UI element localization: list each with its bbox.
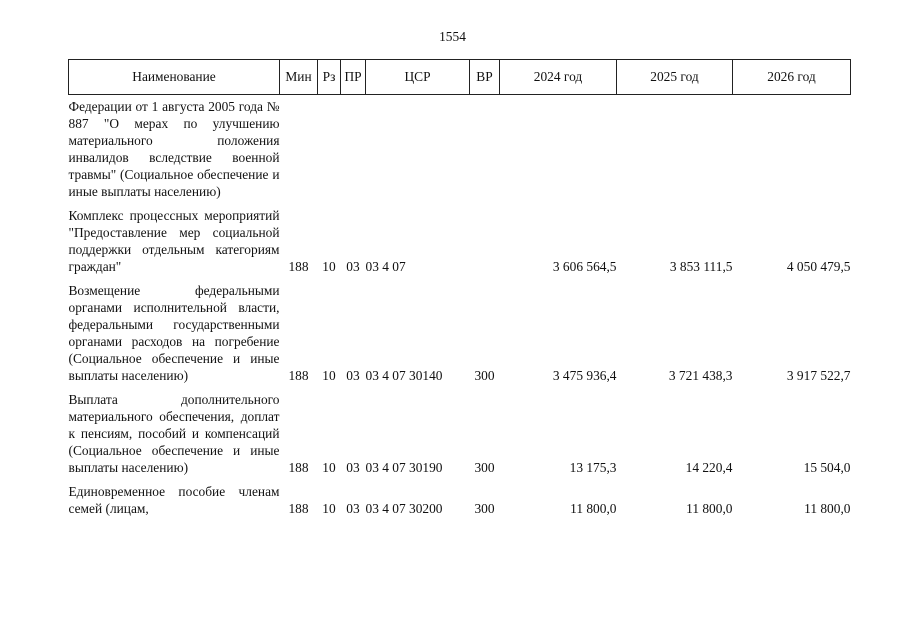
row-rz: 10 bbox=[322, 259, 336, 274]
row-pr: 03 bbox=[346, 501, 360, 516]
row-csr: 03 4 07 bbox=[365, 259, 406, 274]
table-row bbox=[69, 95, 851, 203]
row-min bbox=[280, 95, 318, 203]
table-row bbox=[69, 386, 851, 478]
row-pr: 03 bbox=[346, 368, 360, 383]
row-pr: 03 bbox=[346, 460, 360, 475]
row-name: Федерации от 1 августа 2005 года № 887 "О мерах по улучшению материального положения инвалидов вследствие военной травмы" (Социальное обеспечение и иные выплаты населению) bbox=[68, 99, 280, 199]
header-rz: Рз bbox=[318, 60, 341, 95]
row-2024 bbox=[500, 95, 617, 203]
row-min: 188 bbox=[288, 460, 309, 475]
header-pr: ПР bbox=[341, 60, 366, 95]
row-rz: 10 bbox=[322, 368, 336, 383]
row-2026: 11 800,0 bbox=[804, 501, 851, 516]
row-2026: 4 050 479,5 bbox=[786, 259, 851, 274]
row-vr: 300 bbox=[474, 460, 495, 475]
row-vr bbox=[470, 95, 500, 203]
row-2024: 13 175,3 bbox=[569, 460, 617, 475]
header-2025: 2025 год bbox=[617, 60, 733, 95]
row-2024: 3 475 936,4 bbox=[552, 368, 617, 383]
header-csr: ЦСР bbox=[366, 60, 470, 95]
table-header-row bbox=[69, 60, 851, 95]
row-csr: 03 4 07 30200 bbox=[365, 501, 443, 516]
row-2025: 14 220,4 bbox=[685, 460, 733, 475]
row-min: 188 bbox=[288, 501, 309, 516]
row-min: 188 bbox=[288, 368, 309, 383]
row-rz bbox=[318, 95, 341, 203]
budget-table bbox=[68, 59, 851, 519]
row-2025: 3 721 438,3 bbox=[668, 368, 733, 383]
row-2025 bbox=[617, 95, 733, 203]
row-vr: 300 bbox=[474, 501, 495, 516]
row-2025: 11 800,0 bbox=[686, 501, 733, 516]
row-rz: 10 bbox=[322, 501, 336, 516]
row-name: Единовременное пособие членам семей (лицам, bbox=[68, 484, 280, 516]
page-number: 1554 bbox=[439, 29, 466, 44]
row-min: 188 bbox=[288, 259, 309, 274]
header-name: Наименование bbox=[69, 60, 280, 95]
row-csr bbox=[366, 95, 470, 203]
row-2025: 3 853 111,5 bbox=[669, 259, 733, 274]
table-row bbox=[69, 202, 851, 277]
header-vr: ВР bbox=[470, 60, 500, 95]
row-rz: 10 bbox=[322, 460, 336, 475]
header-min: Мин bbox=[280, 60, 318, 95]
table-row bbox=[69, 277, 851, 386]
header-2024: 2024 год bbox=[500, 60, 617, 95]
row-2024: 3 606 564,5 bbox=[552, 259, 617, 274]
row-2026 bbox=[733, 95, 851, 203]
row-csr: 03 4 07 30190 bbox=[365, 460, 443, 475]
row-vr bbox=[470, 202, 500, 277]
header-2026: 2026 год bbox=[733, 60, 851, 95]
row-2026: 3 917 522,7 bbox=[786, 368, 851, 383]
row-pr bbox=[341, 95, 366, 203]
row-name: Возмещение федеральными органами исполнительной власти, федеральными государственными органами расходов на погребение (Социальное обеспечение и иные выплаты населению) bbox=[68, 283, 280, 383]
table-row bbox=[69, 478, 851, 519]
row-2024: 11 800,0 bbox=[570, 501, 617, 516]
row-pr: 03 bbox=[346, 259, 360, 274]
row-vr: 300 bbox=[474, 368, 495, 383]
row-2026: 15 504,0 bbox=[803, 460, 851, 475]
row-csr: 03 4 07 30140 bbox=[365, 368, 443, 383]
row-name: Выплата дополнительного материального обеспечения, доплат к пенсиям, пособий и компенсаций (Социальное обеспечение и иные выплаты населению) bbox=[68, 392, 280, 475]
row-name: Комплекс процессных мероприятий "Предоставление мер социальной поддержки отдельным категориям граждан" bbox=[68, 208, 280, 274]
